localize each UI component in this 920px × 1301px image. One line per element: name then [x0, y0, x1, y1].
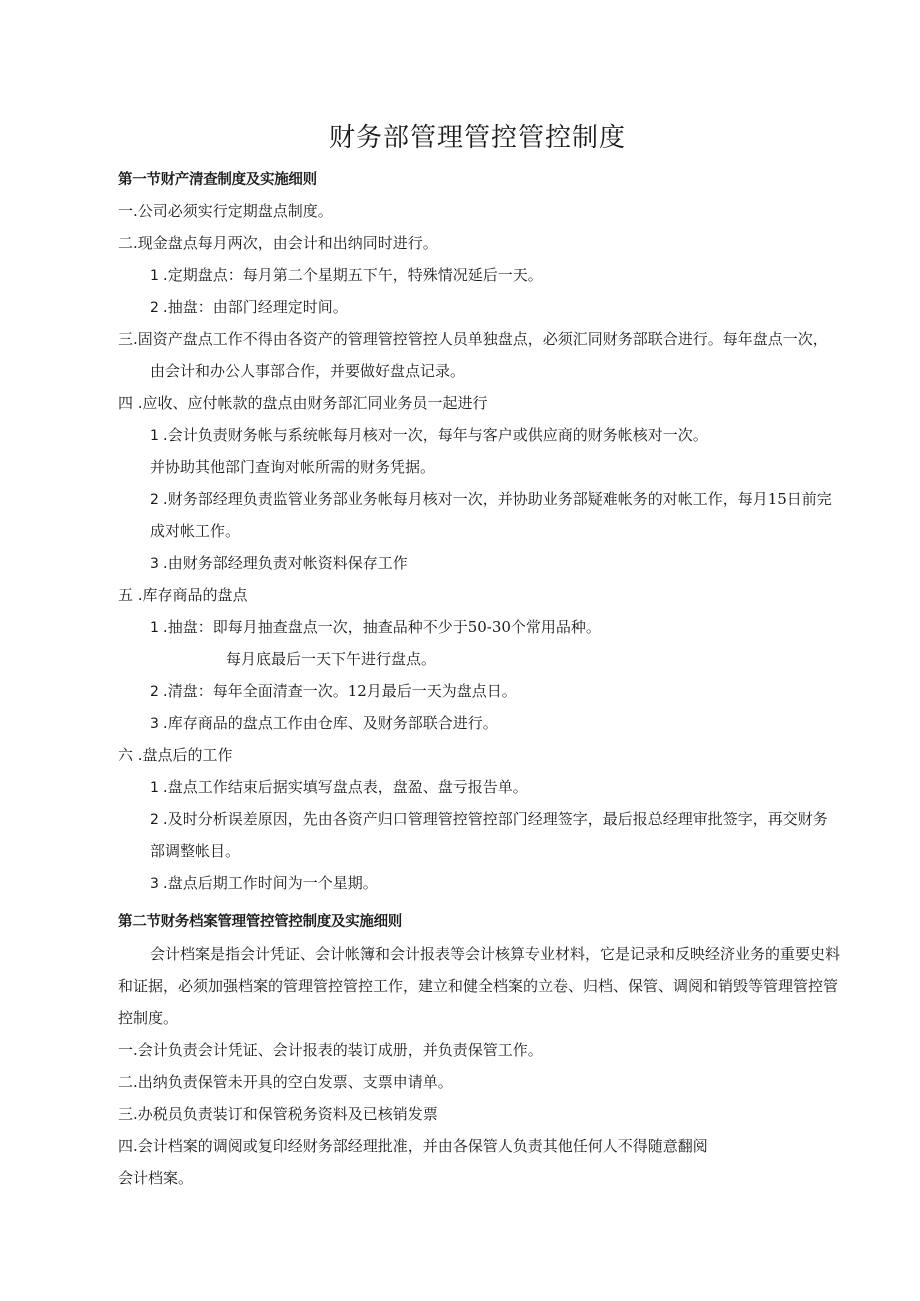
list-text: .由财务部经理负责对帐资料保存工作	[162, 554, 408, 572]
section2-item1: 一.会计负责会计凭证、会计报表的装订成册，并负责保管工作。	[118, 1041, 543, 1059]
list-text: .盘点工作结束后据实填写盘点表，盘盈、盘亏报告单。	[162, 778, 528, 796]
section1-item5-sub1-cont: 每月底最后一天下午进行盘点。	[226, 650, 437, 668]
section2-intro-line2: 和证据，必须加强档案的管理管控管控工作，建立和健全档案的立卷、归档、保管、调阅和销毁等管理管控管	[118, 977, 839, 995]
section1-item6-sub2	[150, 809, 828, 830]
list-text: .抽盘：由部门经理定时间。	[162, 298, 348, 316]
document-title: 财务部管理管控管控制度	[328, 123, 626, 153]
section2-heading: 第二节财务档案管理管控管控制度及实施细则	[118, 914, 402, 930]
list-number: 1	[150, 428, 159, 444]
section1-item4-sub1-cont: 并协助其他部门查询对帐所需的财务凭据。	[150, 458, 436, 476]
section1-item2: 二.现金盘点每月两次，由会计和出纳同时进行。	[118, 234, 438, 252]
section1-item4-sub2	[150, 489, 832, 510]
section1-item2-sub1	[150, 265, 543, 286]
list-text: .会计负责财务帐与系统帐每月核对一次，每年与客户或供应商的财务帐核对一次。	[162, 426, 708, 444]
section2-intro-line1: 会计档案是指会计凭证、会计帐簿和会计报表等会计核算专业材料，它是记录和反映经济业务的重要史料	[150, 945, 841, 963]
section1-item5: 五 .库存商品的盘点	[118, 586, 248, 604]
list-number: 1	[150, 620, 159, 636]
section1-item3-line1: 三.固资产盘点工作不得由各资产的管理管控管控人员单独盘点，必须汇同财务部联合进行。每年盘点一次，	[118, 330, 828, 348]
section1-item2-sub2	[150, 297, 348, 318]
list-number: 2	[150, 492, 159, 508]
list-number: 3	[150, 876, 159, 892]
list-number: 1	[150, 268, 159, 284]
list-text: .财务部经理负责监管业务部业务帐每月核对一次，并协助业务部疑难帐务的对帐工作，每月15日前完	[162, 490, 832, 508]
section1-item4-sub3	[150, 553, 408, 574]
list-number: 3	[150, 716, 159, 732]
section1-heading: 第一节财产清查制度及实施细则	[118, 172, 317, 188]
section1-item6-sub3	[150, 873, 378, 894]
list-text: .及时分析误差原因，先由各资产归口管理管控管控部门经理签字，最后报总经理审批签字，再交财务	[162, 810, 828, 828]
section1-item1: 一.公司必须实行定期盘点制度。	[118, 202, 333, 220]
section2-intro-line3: 控制度。	[118, 1009, 179, 1027]
list-number: 3	[150, 556, 159, 572]
list-text: .定期盘点：每月第二个星期五下午，特殊情况延后一天。	[162, 266, 543, 284]
list-text: .清盘：每年全面清查一次。12月最后一天为盘点日。	[162, 682, 517, 700]
section1-item5-sub1	[150, 617, 601, 638]
list-number: 2	[150, 812, 159, 828]
section1-item6-sub2-cont: 部调整帐目。	[150, 842, 241, 860]
section1-item6-sub1	[150, 777, 528, 798]
section2-item2: 二.出纳负责保管未开具的空白发票、支票申请单。	[118, 1073, 453, 1091]
section1-item5-sub2	[150, 681, 517, 702]
list-number: 2	[150, 300, 159, 316]
section1-item4-sub1	[150, 425, 708, 446]
section1-item4: 四 .应收、应付帐款的盘点由财务部汇同业务员一起进行	[118, 394, 488, 412]
section1-item6: 六 .盘点后的工作	[118, 746, 233, 764]
section1-item5-sub3	[150, 713, 498, 734]
list-text: .抽盘：即每月抽查盘点一次，抽查品种不少于50-30个常用品种。	[162, 618, 601, 636]
section1-item4-sub2-cont: 成对帐工作。	[150, 522, 241, 540]
section2-item4-line1: 四.会计档案的调阅或复印经财务部经理批准，并由各保管人负责其他任何人不得随意翻阅	[118, 1137, 708, 1155]
section2-item4-line2: 会计档案。	[118, 1169, 194, 1187]
list-text: .库存商品的盘点工作由仓库、及财务部联合进行。	[162, 714, 498, 732]
list-number: 2	[150, 684, 159, 700]
list-number: 1	[150, 780, 159, 796]
list-text: .盘点后期工作时间为一个星期。	[162, 874, 378, 892]
section2-item3: 三.办税员负责装订和保管税务资料及已核销发票	[118, 1105, 438, 1123]
section1-item3-line2: 由会计和办公人事部合作，并要做好盘点记录。	[150, 362, 466, 380]
